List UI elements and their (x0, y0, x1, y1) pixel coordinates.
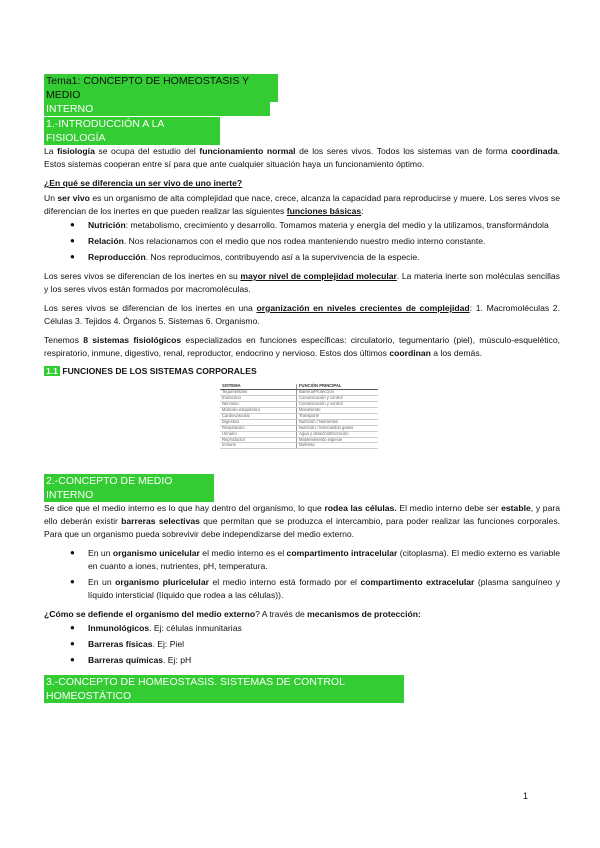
s1-paragraph-3: Los seres vivos se diferencian de los inertes en su mayor nivel de complejidad molecular. La materia inerte son moléculas sencillas y los seres vivos están formados por macromoléculas. (44, 271, 560, 295)
title-line-2: INTERNO (44, 102, 270, 116)
s1-paragraph-2: Un ser vivo es un organismo de alta complejidad que nace, crece, alcanza la capacidad para reproducirse y muere. Los seres vivos se diferencian de los inertes en que pueden realizar las siguientes funciones básicas: (44, 192, 560, 216)
page-number: 1 (523, 791, 529, 801)
table-cell-system: Urinario (220, 431, 297, 437)
list-item: ● Barreras químicas. Ej: pH (88, 654, 560, 667)
table-cell-function: Transporte (297, 413, 379, 419)
s1-paragraph-4: Los seres vivos se diferencian de los inertes en una organización en niveles crecientes de complejidad: 1. Macromoléculas 2. Células 3. Tejidos 4. Órganos 5. Sistemas 6. Organismo. (44, 302, 560, 326)
table-cell-system: Digestivo (220, 419, 297, 425)
table-cell-function: Nutrición / Intercambio gases (297, 425, 379, 431)
section2-heading: 2.-CONCEPTO DE MEDIO INTERNO (44, 474, 214, 502)
table-cell-function: Mantenimiento especie (297, 437, 379, 443)
table-cell-function: Comunicación y control (297, 396, 379, 402)
table-cell-system: Endocrino (220, 396, 297, 402)
s1-paragraph-1: La fisiología se ocupa del estudio del funcionamiento normal de los seres vivos. Todos los sistemas van de forma coordinada. Estos sistemas cooperan entre sí para que ante cualquier situación haya un funcionamiento óptimo. (44, 146, 560, 169)
table-cell-function: Defensa (297, 443, 379, 449)
table-cell-system: Respiratorio (220, 425, 297, 431)
document-page (44, 74, 560, 703)
list-item: ● Inmunológicos. Ej: células inmunitarias (88, 622, 560, 635)
table-cell-function: Agua y desecho/Excreción (297, 431, 379, 437)
s1-paragraph-5: Tenemos 8 sistemas fisiológicos especializados en funciones específicas: circulatorio, tegumentario (piel), músculo-esquelético, respiratorio, inmune, digestivo, renal, reproductor, endocrino y nervioso. Estos dos últimos coordinan a los demás. (44, 334, 560, 358)
list-item: ● Nutrición: metabolismo, crecimiento y desarrollo. Tomamos materia y energía del medio y la utilizamos, transformándola (88, 219, 560, 232)
s1-question: ¿En qué se diferencia un ser vivo de uno inerte? (44, 177, 243, 188)
list-item: ● Reproducción. Nos reproducimos, contribuyendo así a la supervivencia de la especie. (88, 251, 560, 264)
systems-functions-table: SISTEMA FUNCIÓN PRINCIPAL Tegumentario Barrera/Protección Endocrino Comunicación y control Nervioso Comunicación y control Músculo-esquelético Movimiento Cardiovascular Transporte Digestivo Nutrición / Nutrientes Respiratorio Nutrición / Intercambio gases Urinario Agua y desecho/Excreción Reproductor Mantenimiento especie Inmune Defensa (220, 384, 378, 449)
table-cell-system: Músculo-esquelético (220, 407, 297, 413)
table-cell-function: Movimiento (297, 407, 379, 413)
table-row (220, 443, 378, 449)
subsection-heading: 1.1 FUNCIONES DE LOS SISTEMAS CORPORALES (46, 366, 257, 377)
basic-functions-list (44, 219, 560, 264)
table-cell-system: Inmune (220, 443, 297, 449)
table-cell-function: Nutrición / Nutrientes (297, 419, 379, 425)
s2-paragraph-1: Se dice que el medio interno es lo que hay dentro del organismo, lo que rodea las células. El medio interno debe ser estable, y para ello deberán existir barreras selectivas que permitan que se produzca el intercambio, para poder realizar las funciones corporales. Para que un organismo pueda sobrevivir debe independizarse del medio externo. (44, 503, 561, 540)
section3-heading: 3.-CONCEPTO DE HOMEOSTASIS. SISTEMAS DE CONTROL HOMEOSTÁTICO (44, 675, 404, 703)
table-cell-function: Comunicación y control (297, 402, 379, 408)
table-cell-system: Nervioso (220, 402, 297, 408)
section1-heading: 1.-INTRODUCCIÓN A LA FISIOLOGÍA (44, 117, 220, 145)
list-item: ● En un organismo pluricelular el medio interno está formado por el compartimento extracelular (plasma sanguíneo y líquido intersticial (líquido que rodea a las células)). (88, 576, 560, 602)
table-cell-system: Reproductor (220, 437, 297, 443)
table-cell-function: Barrera/Protección (297, 390, 379, 396)
table-cell-system: Tegumentario (220, 390, 297, 396)
list-item: ● En un organismo unicelular el medio interno es el compartimento intracelular (citoplasma). El medio externo es variable en cuanto a iones, nutrientes, pH, temperatura. (88, 547, 560, 573)
s2-question: ¿Cómo se defiende el organismo del medio externo? A través de mecanismos de protección: (44, 608, 421, 619)
protection-list (44, 622, 560, 667)
table-cell-system: Cardiovascular (220, 413, 297, 419)
internal-medium-list (44, 547, 560, 602)
list-item: ● Barreras físicas. Ej: Piel (88, 638, 560, 651)
list-item: ● Relación. Nos relacionamos con el medio que nos rodea manteniendo nuestro medio interno constante. (88, 235, 560, 248)
title-line-1: Tema1: CONCEPTO DE HOMEOSTASIS Y MEDIO (44, 74, 278, 102)
